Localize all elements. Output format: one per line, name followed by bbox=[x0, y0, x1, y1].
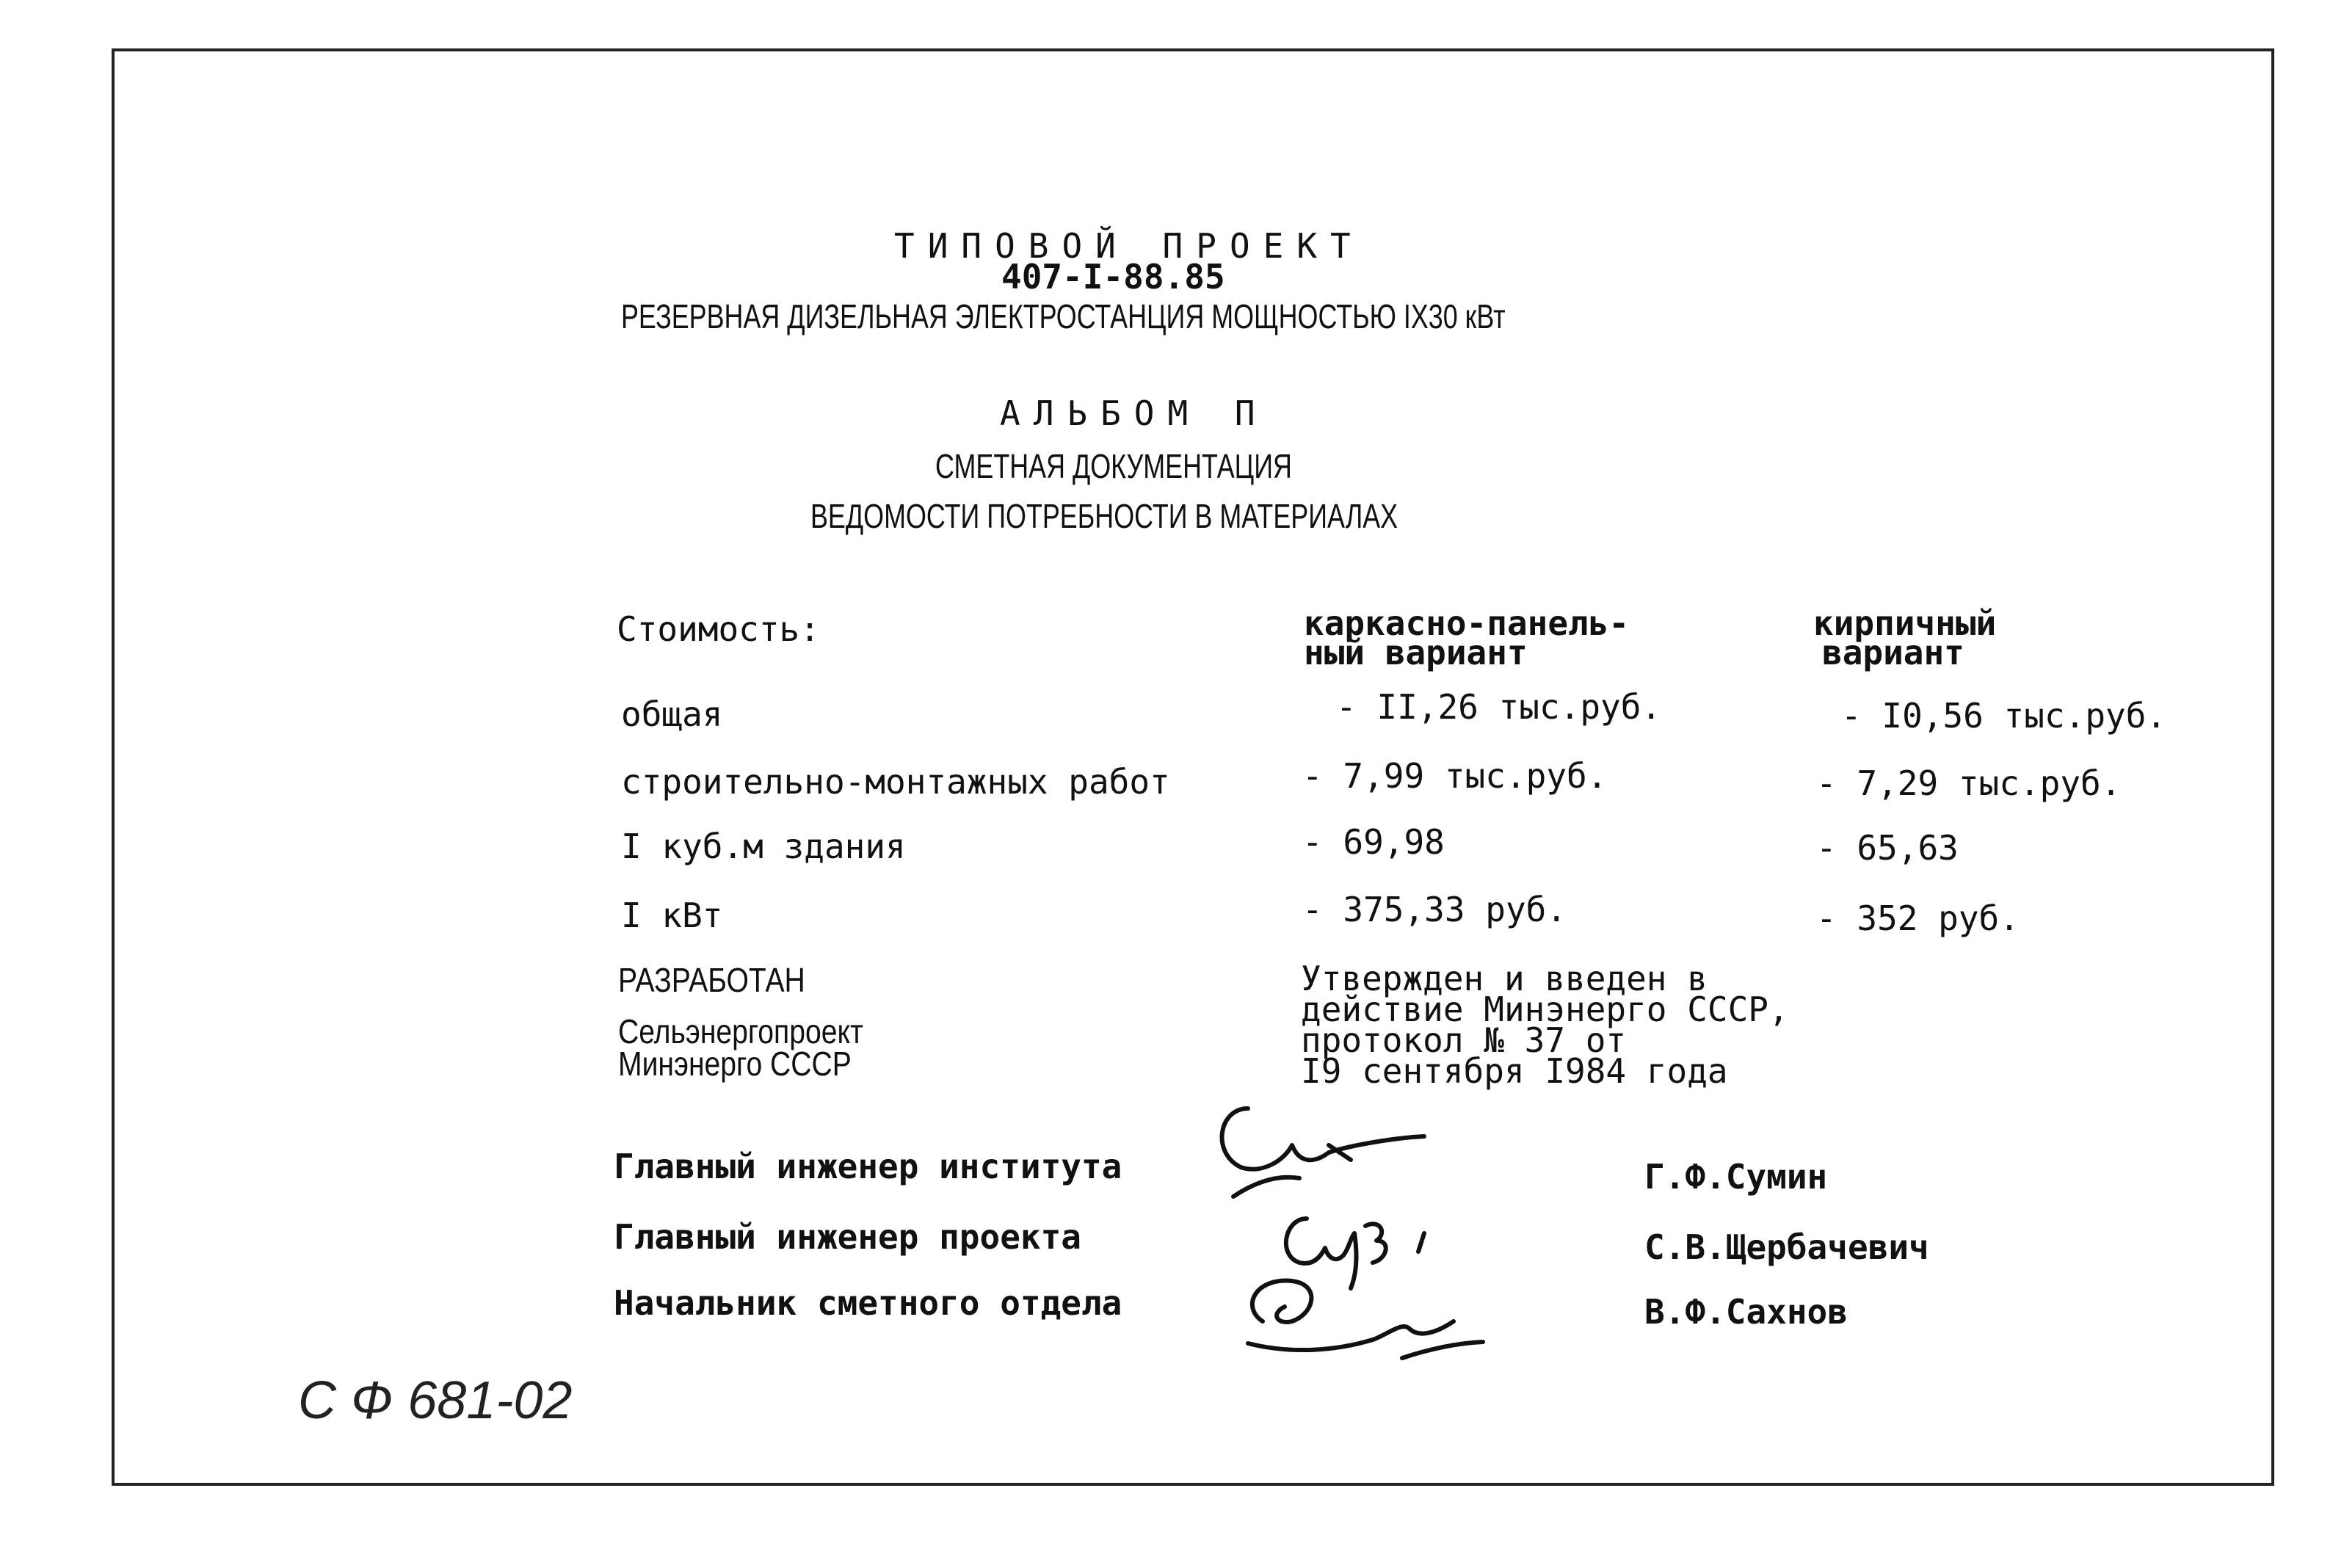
approved-line3: протокол № 37 от bbox=[1301, 1020, 1627, 1060]
col2-header-line2: вариант bbox=[1822, 633, 1964, 672]
row-per-kw-v2: - 352 руб. bbox=[1816, 899, 2020, 938]
row-construction-v1: - 7,99 тыс.руб. bbox=[1302, 756, 1608, 796]
col1-header-line2: ный вариант bbox=[1304, 633, 1528, 672]
approved-line1: Утвержден и введен в bbox=[1301, 959, 1708, 998]
signatory-position-1: Главный инженер института bbox=[614, 1147, 1122, 1186]
album-title: АЛЬБОМ П bbox=[1000, 393, 1269, 433]
developer-org-line1: Сельэнергопроект bbox=[618, 1012, 863, 1050]
row-total-label: общая bbox=[621, 694, 723, 734]
row-per-kw-v1: - 375,33 руб. bbox=[1302, 890, 1567, 929]
album-line-estimate-docs: СМЕТНАЯ ДОКУМЕНТАЦИЯ bbox=[935, 447, 1292, 485]
project-subject: РЕЗЕРВНАЯ ДИЗЕЛЬНАЯ ЭЛЕКТРОСТАНЦИЯ МОЩНОСТЬЮ IX30 кВт bbox=[621, 297, 1506, 335]
row-construction-v2: - 7,29 тыс.руб. bbox=[1816, 763, 2122, 803]
developer-org-line2: Минэнерго СССР bbox=[618, 1045, 852, 1083]
row-total-v1: - II,26 тыс.руб. bbox=[1336, 687, 1662, 727]
row-per-kw-label: I кВт bbox=[621, 896, 723, 935]
developed-label: РАЗРАБОТАН bbox=[618, 961, 805, 999]
approved-line4: I9 сентября I984 года bbox=[1301, 1051, 1728, 1091]
approved-line2: действие Минэнерго СССР, bbox=[1301, 990, 1789, 1029]
row-per-m3-label: I куб.м здания bbox=[621, 827, 906, 866]
signature-sakhnov bbox=[1233, 1270, 1498, 1373]
signatory-position-3: Начальник сметного отдела bbox=[614, 1283, 1122, 1323]
handwritten-archive-code: С Ф 681-02 bbox=[298, 1371, 573, 1430]
signatory-name-1: Г.Ф.Сумин bbox=[1644, 1157, 1828, 1197]
signatory-name-2: С.В.Щербачевич bbox=[1644, 1227, 1929, 1267]
signatory-name-3: В.Ф.Сахнов bbox=[1644, 1292, 1848, 1332]
signature-sumin bbox=[1204, 1094, 1439, 1204]
doc-type-title: ТИПОВОЙ ПРОЕКТ bbox=[894, 226, 1364, 266]
row-per-m3-v1: - 69,98 bbox=[1302, 822, 1445, 862]
col2-header-line1: кирпичный bbox=[1813, 603, 1997, 643]
project-code: 407-I-88.85 bbox=[1001, 257, 1225, 297]
col1-header-line1: каркасно-панель- bbox=[1304, 603, 1630, 643]
row-per-m3-v2: - 65,63 bbox=[1816, 828, 1959, 868]
row-construction-label: строительно-монтажных работ bbox=[621, 762, 1170, 802]
album-line-materials: ВЕДОМОСТИ ПОТРЕБНОСТИ В МАТЕРИАЛАХ bbox=[810, 497, 1398, 535]
row-total-v2: - I0,56 тыс.руб. bbox=[1841, 696, 2167, 736]
signatory-position-2: Главный инженер проекта bbox=[614, 1217, 1081, 1257]
cost-label: Стоимость: bbox=[617, 609, 820, 649]
